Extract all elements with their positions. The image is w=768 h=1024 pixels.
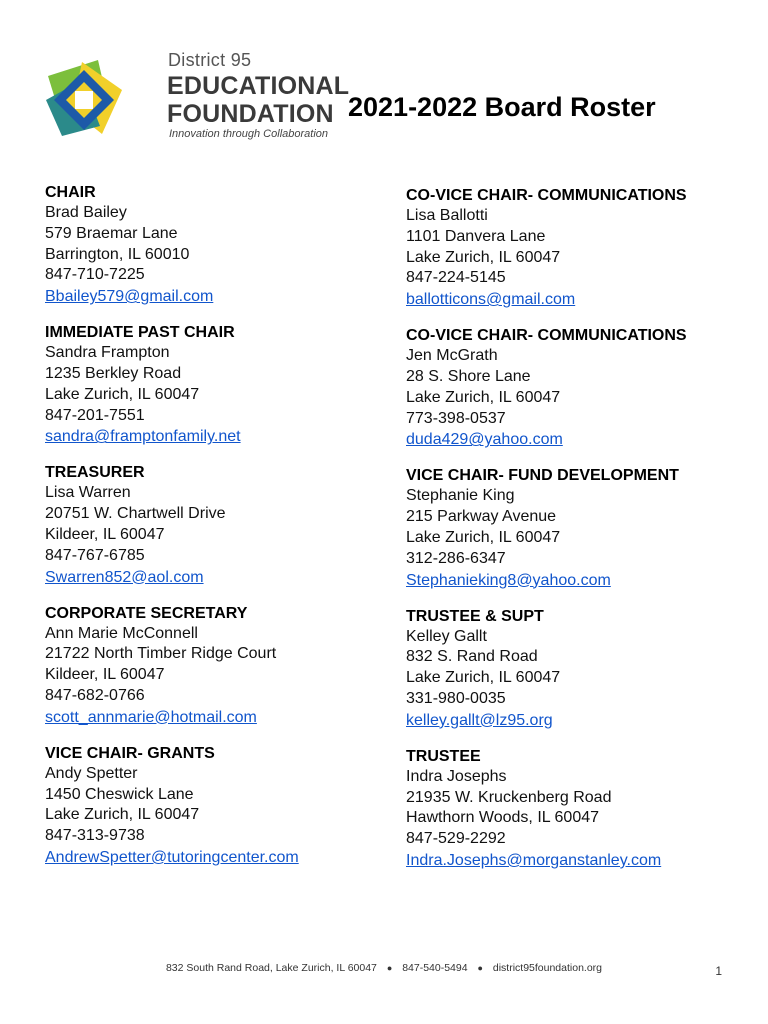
roster-entry-trustee-supt: [406, 607, 746, 731]
roster-entry-vice-chair-grants: [45, 744, 385, 868]
entry-role: IMMEDIATE PAST CHAIR: [45, 324, 235, 342]
entry-email-link[interactable]: duda429@yahoo.com: [406, 431, 563, 449]
entry-email-link[interactable]: sandra@framptonfamily.net: [45, 428, 241, 446]
footer-website: district95foundation.org: [492, 962, 603, 974]
entry-address-line1: 20751 W. Chartwell Drive: [45, 505, 226, 523]
entry-phone: 773-398-0537: [406, 409, 506, 427]
entry-address-line2: Kildeer, IL 60047: [45, 666, 165, 684]
entry-email-link[interactable]: Indra.Josephs@morganstanley.com: [406, 851, 662, 869]
entry-name: Andy Spetter: [45, 764, 138, 782]
entry-address-line2: Lake Zurich, IL 60047: [45, 806, 200, 824]
entry-role: TREASURER: [45, 464, 145, 482]
entry-address-line1: 1450 Cheswick Lane: [45, 785, 194, 803]
entry-address-line2: Hawthorn Woods, IL 60047: [406, 809, 600, 827]
entry-email-link[interactable]: ballotticons@gmail.com: [406, 291, 576, 309]
entry-name: Indra Josephs: [406, 767, 507, 785]
entry-role: VICE CHAIR- GRANTS: [45, 744, 215, 762]
entry-phone: 847-201-7551: [45, 406, 145, 424]
entry-address-line2: Barrington, IL 60010: [45, 245, 190, 263]
entry-phone: 312-286-6347: [406, 549, 506, 567]
entry-address-line2: Lake Zurich, IL 60047: [45, 385, 200, 403]
entry-role: VICE CHAIR- FUND DEVELOPMENT: [406, 467, 679, 485]
roster-entry-co-vice-chair-communications: [406, 186, 746, 310]
entry-role: CO-VICE CHAIR- COMMUNICATIONS: [406, 327, 687, 345]
foundation-logo: [42, 46, 350, 144]
footer-address: 832 South Rand Road, Lake Zurich, IL 60047: [165, 962, 377, 974]
logo-tagline: Innovation through Collaboration: [169, 128, 329, 140]
entry-address-line1: 832 S. Rand Road: [406, 648, 538, 666]
entry-phone: 847-529-2292: [406, 830, 506, 848]
entry-phone: 847-710-7225: [45, 266, 145, 284]
entry-email-link[interactable]: Bbailey579@gmail.com: [45, 288, 214, 306]
roster-entry-immediate-past-chair: [45, 323, 385, 447]
roster-entry-corporate-secretary: [45, 604, 385, 728]
entry-address-line1: 1101 Danvera Lane: [406, 227, 546, 245]
logo-foundation-text: FOUNDATION: [167, 100, 334, 128]
entry-address-line1: 21722 North Timber Ridge Court: [45, 645, 277, 663]
page-number: 1: [715, 964, 722, 978]
entry-email-link[interactable]: Stephanieking8@yahoo.com: [406, 571, 611, 589]
entry-address-line1: 215 Parkway Avenue: [406, 508, 557, 526]
entry-address-line2: Lake Zurich, IL 60047: [406, 388, 561, 406]
footer-phone: 847-540-5494: [402, 962, 468, 974]
entry-phone: 847-224-5145: [406, 269, 506, 287]
entry-name: Sandra Frampton: [45, 344, 170, 362]
roster-entry-trustee: [406, 747, 746, 871]
page-footer: [0, 962, 768, 974]
roster-entry-treasurer: [45, 463, 385, 587]
entry-address-line1: 579 Braemar Lane: [45, 224, 178, 242]
entry-role: CHAIR: [45, 184, 96, 201]
entry-role: TRUSTEE & SUPT: [406, 607, 544, 625]
left-roster-column: [45, 183, 385, 884]
logo-district-text: District 95: [168, 50, 252, 70]
entry-email-link[interactable]: Swarren852@aol.com: [45, 568, 204, 586]
entry-email-link[interactable]: AndrewSpetter@tutoringcenter.com: [45, 848, 299, 866]
logo-educational-text: EDUCATIONAL: [167, 72, 350, 100]
entry-address-line1: 1235 Berkley Road: [45, 364, 182, 382]
entry-name: Brad Bailey: [45, 204, 127, 221]
entry-name: Lisa Warren: [45, 484, 131, 502]
footer-separator-icon: ●: [477, 963, 483, 973]
entry-phone: 847-313-9738: [45, 827, 145, 845]
entry-address-line2: Lake Zurich, IL 60047: [406, 248, 561, 266]
entry-address-line2: Kildeer, IL 60047: [45, 525, 165, 543]
footer-separator-icon: ●: [386, 963, 393, 973]
entry-phone: 847-767-6785: [45, 546, 145, 564]
entry-address-line2: Lake Zurich, IL 60047: [406, 669, 561, 687]
entry-address-line1: 28 S. Shore Lane: [406, 367, 531, 385]
entry-name: Stephanie King: [406, 487, 515, 505]
entry-role: CO-VICE CHAIR- COMMUNICATIONS: [406, 187, 687, 204]
entry-email-link[interactable]: scott_annmarie@hotmail.com: [45, 708, 257, 726]
entry-name: Lisa Ballotti: [406, 207, 488, 224]
entry-email-link[interactable]: kelley.gallt@lz95.org: [406, 711, 553, 729]
entry-phone: 331-980-0035: [406, 689, 506, 707]
entry-name: Ann Marie McConnell: [45, 624, 198, 642]
page-title: 2021-2022 Board Roster: [348, 92, 656, 122]
right-roster-column: [406, 186, 746, 887]
roster-entry-vice-chair-fund-development: [406, 466, 746, 590]
entry-name: Kelley Gallt: [406, 627, 487, 645]
entry-name: Jen McGrath: [406, 347, 498, 365]
entry-address-line1: 21935 W. Kruckenberg Road: [406, 788, 612, 806]
entry-phone: 847-682-0766: [45, 686, 145, 704]
roster-entry-chair: [45, 183, 385, 307]
entry-role: CORPORATE SECRETARY: [45, 604, 248, 622]
entry-address-line2: Lake Zurich, IL 60047: [406, 528, 561, 546]
logo-mark-icon: [42, 56, 126, 140]
entry-role: TRUSTEE: [406, 747, 481, 765]
roster-entry-co-vice-chair-communications-2: [406, 326, 746, 450]
